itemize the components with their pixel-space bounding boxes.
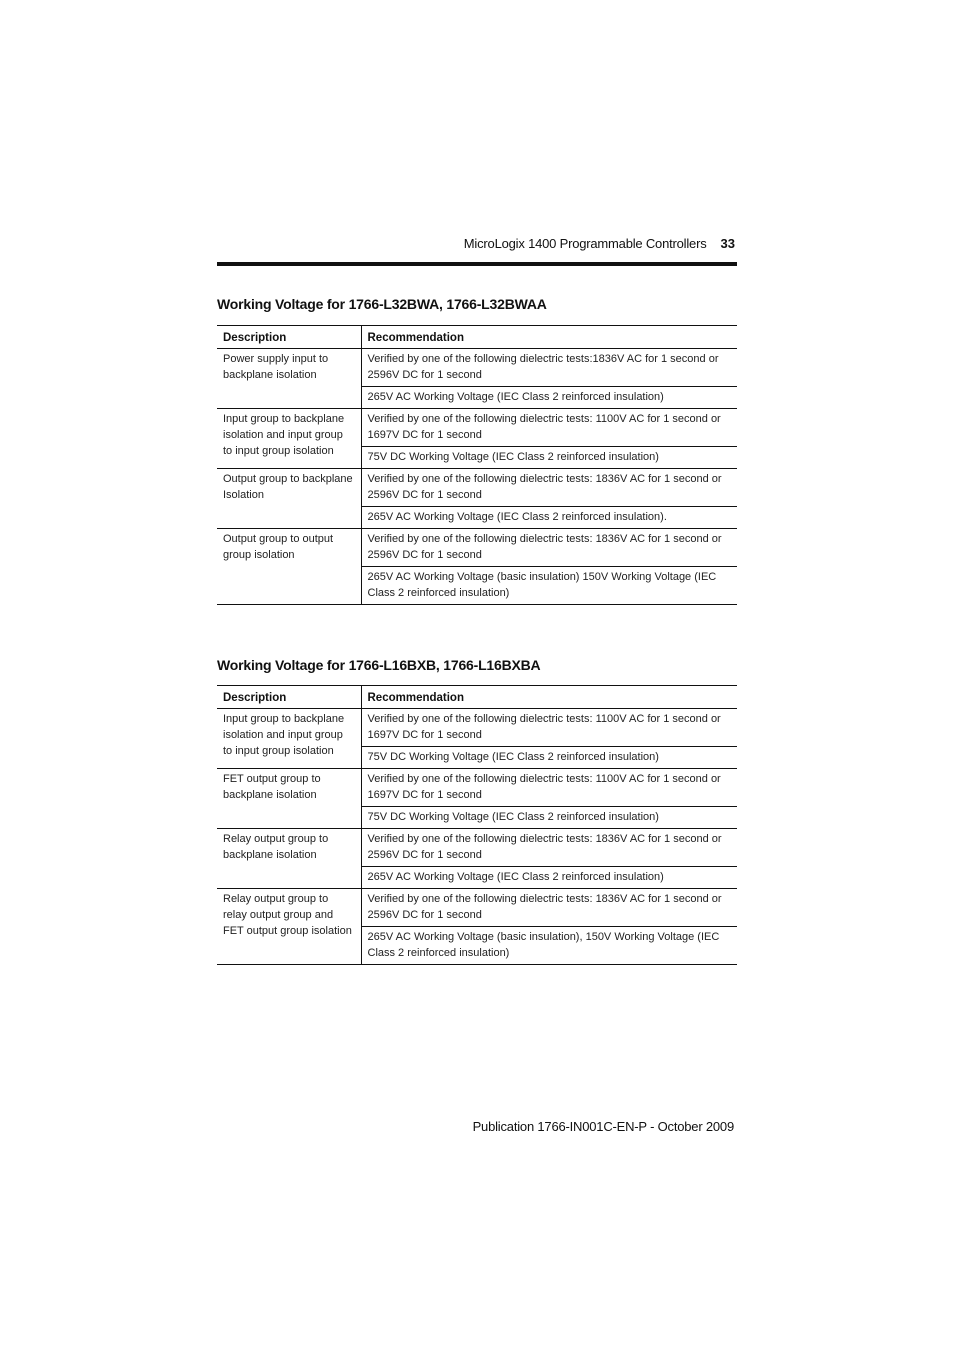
publication-footer: Publication 1766-IN001C-EN-P - October 2009	[472, 1119, 734, 1134]
section-title-l32bwa: Working Voltage for 1766-L32BWA, 1766-L32BWAA	[217, 296, 547, 312]
working-voltage-table-l16bxb	[217, 685, 737, 965]
description-cell: Input group to backplane isolation and input group to input group isolation	[217, 409, 361, 469]
recommendation-cell: Verified by one of the following dielectric tests: 1836V AC for 1 second or 2596V DC for 1 second	[361, 529, 737, 567]
recommendation-cell: 265V AC Working Voltage (IEC Class 2 reinforced insulation).	[361, 507, 737, 529]
table-header-row	[217, 326, 737, 349]
description-cell: Input group to backplane isolation and input group to input group isolation	[217, 709, 361, 769]
column-header-recommendation: Recommendation	[361, 326, 737, 349]
table-row	[217, 709, 737, 747]
running-header	[217, 236, 737, 256]
recommendation-cell: 75V DC Working Voltage (IEC Class 2 reinforced insulation)	[361, 747, 737, 769]
page-number: 33	[720, 236, 735, 251]
description-cell: Output group to backplane Isolation	[217, 469, 361, 529]
recommendation-cell: 75V DC Working Voltage (IEC Class 2 reinforced insulation)	[361, 807, 737, 829]
column-header-description: Description	[217, 686, 361, 709]
recommendation-cell: Verified by one of the following dielectric tests: 1836V AC for 1 second or 2596V DC for 1 second	[361, 829, 737, 867]
column-header-recommendation: Recommendation	[361, 686, 737, 709]
header-title: MicroLogix 1400 Programmable Controllers	[463, 236, 707, 251]
column-header-description: Description	[217, 326, 361, 349]
recommendation-cell: Verified by one of the following dielectric tests: 1100V AC for 1 second or 1697V DC for 1 second	[361, 769, 737, 807]
description-cell: FET output group to backplane isolation	[217, 769, 361, 829]
recommendation-cell: Verified by one of the following dielectric tests: 1836V AC for 1 second or 2596V DC for 1 second	[361, 889, 737, 927]
recommendation-cell: Verified by one of the following dielectric tests: 1836V AC for 1 second or 2596V DC for 1 second	[361, 469, 737, 507]
working-voltage-table-l32bwa	[217, 325, 737, 605]
table-row	[217, 769, 737, 807]
header-rule	[217, 262, 737, 266]
table-row	[217, 889, 737, 927]
table-header-row	[217, 686, 737, 709]
recommendation-cell: 265V AC Working Voltage (IEC Class 2 reinforced insulation)	[361, 867, 737, 889]
table-row	[217, 409, 737, 447]
description-cell: Power supply input to backplane isolation	[217, 349, 361, 409]
recommendation-cell: Verified by one of the following dielectric tests:1836V AC for 1 second or 2596V DC for 1 second	[361, 349, 737, 387]
recommendation-cell: Verified by one of the following dielectric tests: 1100V AC for 1 second or 1697V DC for 1 second	[361, 409, 737, 447]
section-title-l16bxb: Working Voltage for 1766-L16BXB, 1766-L16BXBA	[217, 657, 541, 673]
recommendation-cell: 265V AC Working Voltage (IEC Class 2 reinforced insulation)	[361, 387, 737, 409]
recommendation-cell: 265V AC Working Voltage (basic insulation), 150V Working Voltage (IEC Class 2 reinforced insulation)	[361, 927, 737, 965]
recommendation-cell: 75V DC Working Voltage (IEC Class 2 reinforced insulation)	[361, 447, 737, 469]
table-row	[217, 529, 737, 567]
description-cell: Relay output group to relay output group and FET output group isolation	[217, 889, 361, 965]
description-cell: Relay output group to backplane isolation	[217, 829, 361, 889]
table-row	[217, 469, 737, 507]
table-row	[217, 829, 737, 867]
recommendation-cell: Verified by one of the following dielectric tests: 1100V AC for 1 second or 1697V DC for 1 second	[361, 709, 737, 747]
description-cell: Output group to output group isolation	[217, 529, 361, 605]
recommendation-cell: 265V AC Working Voltage (basic insulation) 150V Working Voltage (IEC Class 2 reinforced insulation)	[361, 567, 737, 605]
table-row	[217, 349, 737, 387]
